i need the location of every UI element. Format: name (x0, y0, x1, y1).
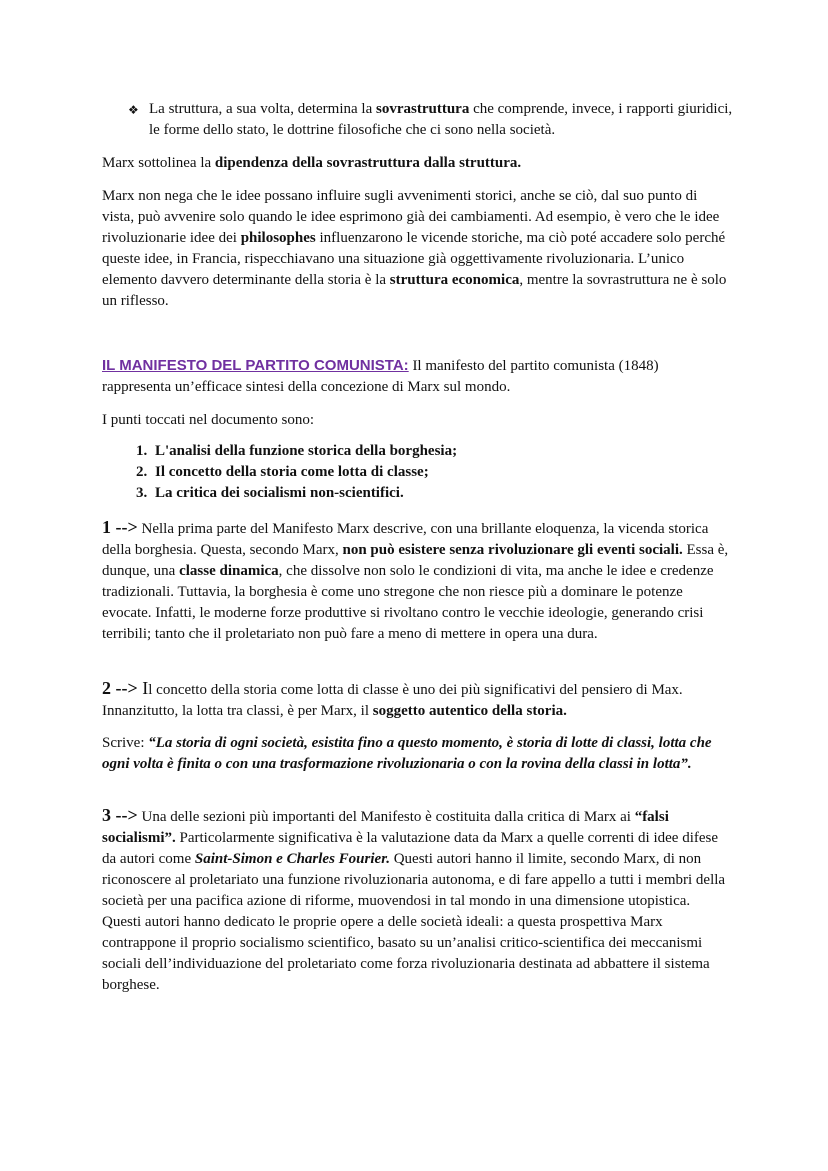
manifesto-intro-paragraph: IL MANIFESTO DEL PARTITO COMUNISTA: Il manifesto del partito comunista (1848) rappresenta un’efficace sintesi della concezione di Marx sul mondo. (102, 357, 659, 395)
diamond-bullet-icon: ❖ (128, 103, 139, 117)
section-2-marker: 2 --> (102, 678, 138, 698)
section-1-marker: 1 --> (102, 517, 138, 537)
quote-text: “La storia di ogni società, esistita fino a questo momento, è storia di lotte di classi, lotta che ogni volta è finita o con una trasformazione rivoluzionaria o con la rovina della classi in lotta”. (102, 735, 712, 772)
section-2-paragraph: 2 --> Il concetto della storia come lotta di classe è uno dei più significativi del pensiero di Max. Innanzitutto, la lotta tra classi, è per Marx, il soggetto autentico della storia. (102, 678, 683, 719)
list-item: 3. La critica dei socialismi non-scientifici. (151, 483, 731, 504)
section-1-paragraph: 1 --> Nella prima parte del Manifesto Marx descrive, con una brillante eloquenza, la vicenda storica della borghesia. Questa, secondo Marx, non può esistere senza rivoluzionare gli eventi sociali. Essa è, dunque, una classe dinamica, che dissolve non solo le condizioni di vita, ma anche le idee e credenze tradizionali. Tuttavia, la borghesia è come uno stregone che non riesce più a dominare le potenze evocate. Infatti, le moderne forze produttive si rivoltano contro le vecchie ideologie, generando crisi terribili; tanto che il proletariato non può fare a meno di mettere in opera una dura. (102, 517, 729, 642)
list-item: 2. Il concetto della storia come lotta di classe; (151, 462, 731, 483)
section-3-marker: 3 --> (102, 805, 138, 825)
section-3-paragraph: 3 --> Una delle sezioni più importanti del Manifesto è costituita dalla critica di Marx ai “falsi socialismi”. Particolarmente significativa è la valutazione data da Marx a quelle correnti di idee difese da autori come Saint-Simon e Charles Fourier. Questi autori hanno il limite, secondo Marx, di non riconoscere al proletariato una funzione rivoluzionaria autonoma, e di fare appello a tutti i membri della società per una pacifica azione di riforme, muovendosi in tal mondo in una dimensione utopistica. Questi autori hanno dedicato le proprie opere a delle società ideali: a questa prospettiva Marx contrappone il proprio socialismo scientifico, basato su un’analisi critico-scientifica dei meccanismi sociali dell’individuazione del proletariato come forza rivoluzionaria destinata ad abbattere il sistema borghese. (102, 805, 726, 993)
points-intro: I punti toccati nel documento sono: (102, 412, 315, 428)
quote-paragraph: Scrive: “La storia di ogni società, esistita fino a questo momento, è storia di lotte di classi, lotta che ogni volta è finita o con una trasformazione rivoluzionaria o con la rovina della classi in lotta”. (102, 735, 712, 772)
section-heading: IL MANIFESTO DEL PARTITO COMUNISTA: (102, 357, 409, 374)
ideas-paragraph: Marx non nega che le idee possano influire sugli avvenimenti storici, anche se ciò, dal suo punto di vista, può avvenire solo quando le idee esprimono già dei cambiamenti. Ad esempio, è vero che le idee rivoluzionarie idee dei philosophes influenzarono le vicende storiche, ma ciò poté accadere solo perché queste idee, in Francia, rispecchiavano una situazione già oggettivamente rivoluzionaria. L’unico elemento davvero determinante della storia è la struttura economica, mentre la sovrastruttura ne è solo un riflesso. (102, 188, 727, 309)
bullet-paragraph: La struttura, a sua volta, determina la sovrastruttura che comprende, invece, i rapporti giuridici, le forme dello stato, le dottrine filosofiche che ci sono nella società. (149, 101, 733, 138)
points-list (102, 441, 731, 504)
list-item: 1. L'analisi della funzione storica della borghesia; (151, 441, 731, 462)
dependence-paragraph: Marx sottolinea la dipendenza della sovrastruttura dalla struttura. (102, 155, 522, 171)
